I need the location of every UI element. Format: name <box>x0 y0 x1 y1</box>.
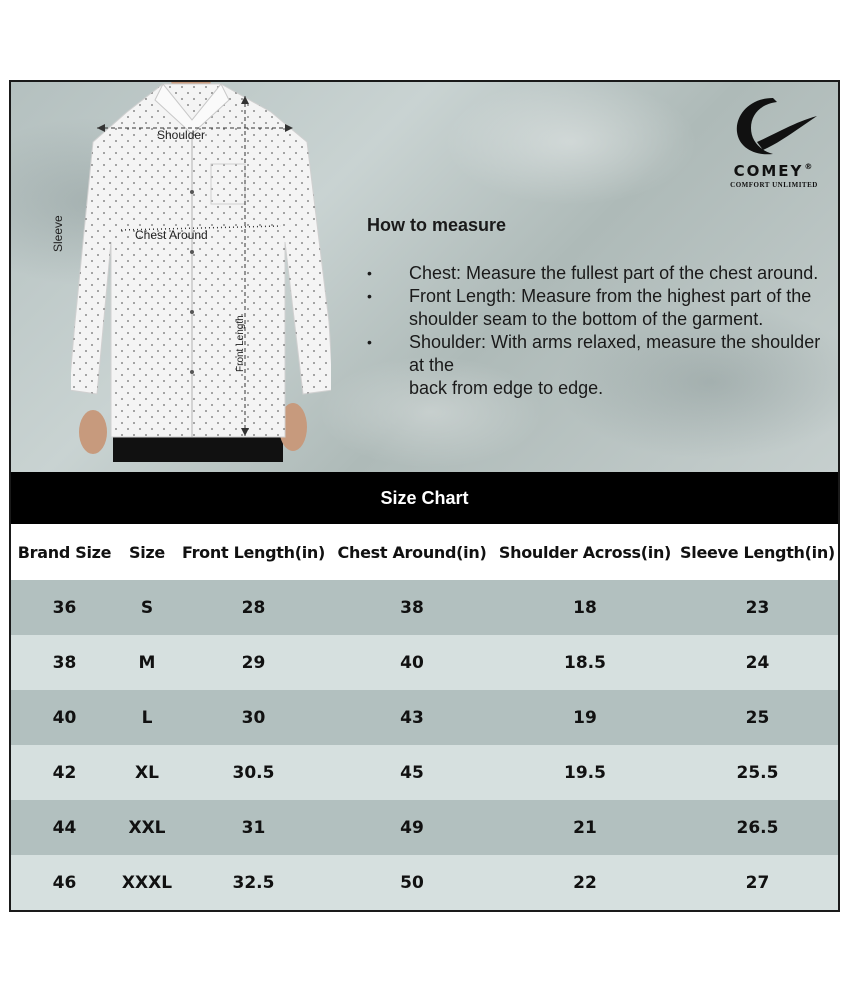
table-cell: 30 <box>176 690 331 745</box>
bullet-icon: • <box>367 334 372 350</box>
table-cell: 38 <box>331 580 493 635</box>
table-cell: 23 <box>677 580 838 635</box>
size-chart-table <box>11 524 838 910</box>
sleeve-measure-label: Sleeve <box>51 215 65 252</box>
table-cell: 40 <box>331 635 493 690</box>
instruction-shoulder <box>367 331 837 400</box>
measure-instructions <box>367 262 837 400</box>
table-cell: 24 <box>677 635 838 690</box>
table-cell: 31 <box>176 800 331 855</box>
table-cell: 21 <box>493 800 677 855</box>
table-cell: XL <box>118 745 176 800</box>
table-header-row <box>11 524 838 580</box>
column-header: Shoulder Across(in) <box>493 524 677 580</box>
swoosh-c-logo-icon <box>729 94 819 158</box>
column-header: Size <box>118 524 176 580</box>
brand-logo <box>719 94 829 204</box>
table-row <box>11 580 838 635</box>
table-cell: 32.5 <box>176 855 331 910</box>
table-cell: 38 <box>11 635 118 690</box>
table-cell: 43 <box>331 690 493 745</box>
table-row <box>11 635 838 690</box>
table-cell: 36 <box>11 580 118 635</box>
table-row <box>11 745 838 800</box>
table-cell: 46 <box>11 855 118 910</box>
instruction-text: Chest: Measure the fullest part of the chest around. <box>409 263 819 283</box>
table-cell: 28 <box>176 580 331 635</box>
table-cell: XXXL <box>118 855 176 910</box>
table-cell: 26.5 <box>677 800 838 855</box>
instruction-text-continued: back from edge to edge. <box>409 378 604 398</box>
table-cell: 19.5 <box>493 745 677 800</box>
table-row <box>11 855 838 910</box>
table-cell: L <box>118 690 176 745</box>
table-cell: 25 <box>677 690 838 745</box>
table-cell: 45 <box>331 745 493 800</box>
size-guide-card <box>9 80 840 912</box>
table-cell: 42 <box>11 745 118 800</box>
table-cell: 18.5 <box>493 635 677 690</box>
table-row <box>11 800 838 855</box>
column-header: Brand Size <box>11 524 118 580</box>
instruction-text: Shoulder: With arms relaxed, measure the shoulder at the <box>409 332 821 375</box>
bullet-icon: • <box>367 265 372 281</box>
size-chart-title: Size Chart <box>11 472 838 524</box>
table-cell: 25.5 <box>677 745 838 800</box>
table-cell: S <box>118 580 176 635</box>
column-header: Front Length(in) <box>176 524 331 580</box>
bullet-icon: • <box>367 288 372 304</box>
table-cell: 29 <box>176 635 331 690</box>
measurement-panel <box>11 82 838 472</box>
shoulder-measure-label: Shoulder <box>157 128 206 142</box>
instruction-text: Front Length: Measure from the highest part of the shoulder seam to the bottom of the garment. <box>409 286 812 329</box>
column-header: Sleeve Length(in) <box>677 524 838 580</box>
table-cell: 22 <box>493 855 677 910</box>
table-cell: 40 <box>11 690 118 745</box>
how-to-measure-title: How to measure <box>367 215 507 235</box>
chest-measure-label: Chest Around <box>135 228 208 242</box>
instruction-chest <box>367 262 837 285</box>
table-cell: 49 <box>331 800 493 855</box>
brand-tagline: COMFORT UNLIMITED <box>730 181 818 189</box>
column-header: Chest Around(in) <box>331 524 493 580</box>
table-cell: 18 <box>493 580 677 635</box>
table-cell: 50 <box>331 855 493 910</box>
instruction-front-length <box>367 285 837 331</box>
table-cell: 30.5 <box>176 745 331 800</box>
how-to-measure <box>367 215 837 400</box>
table-cell: 44 <box>11 800 118 855</box>
table-cell: M <box>118 635 176 690</box>
brand-name: COMEY <box>733 162 804 180</box>
table-row <box>11 690 838 745</box>
registered-mark: ® <box>804 162 815 171</box>
table-cell: 19 <box>493 690 677 745</box>
front-length-measure-label: Front Length <box>235 315 246 372</box>
table-cell: 27 <box>677 855 838 910</box>
table-cell: XXL <box>118 800 176 855</box>
